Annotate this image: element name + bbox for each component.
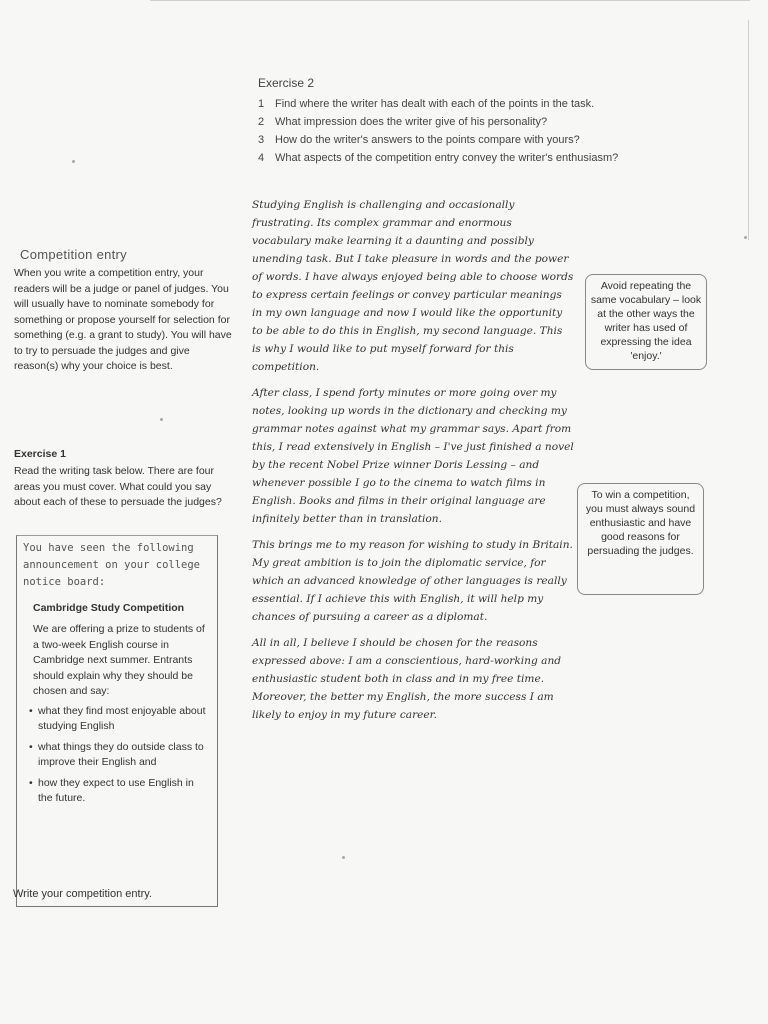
essay-paragraph: After class, I spend forty minutes or more going over my notes, looking up words in the dictionary and checking my grammar notes against what my grammar says. Apart from this, I read extensively in English – I've just finished a novel by the recent Nobel Prize winner Doris Lessing – and whenever possible I go to the cinema to watch films in English. Books and films in their original language are infinitely better than in translation. bbox=[252, 387, 574, 525]
writing-task-box bbox=[13, 535, 218, 907]
competition-entry-body: When you write a competition entry, your readers will be a judge or panel of judges. You will usually have to nominate somebody for something or propose yourself for selection for something (e.g. a grant to study). You will have to try to persuade the judges and give reason(s) why your choice is best. bbox=[14, 267, 232, 372]
exercise-1-title: Exercise 1 bbox=[14, 448, 66, 460]
scan-speck bbox=[72, 160, 75, 163]
essay-paragraph: Studying English is challenging and occasionally frustrating. Its complex grammar and enormous vocabulary make learning it a daunting and possibly unending task. But I take pleasure in words and the power of words. I have always enjoyed being able to choose words to express certain feelings or convey particular meanings in my own language and now I would like the opportunity to be able to do this in English, my second language. This is why I would like to put myself forward for this competition. bbox=[252, 199, 574, 373]
task-instruction: Write your competition entry. bbox=[13, 888, 152, 900]
exercise-2-list bbox=[258, 95, 738, 167]
scan-speck bbox=[160, 418, 163, 421]
notice-body: We are offering a prize to students of a two-week English course in Cambridge next summer. Entrants should explain why they should be chosen and say: bbox=[33, 623, 205, 697]
scan-edge-right bbox=[748, 20, 749, 240]
tip-note-enthusiasm: To win a competition, you must always sound enthusiastic and have good reasons for persuading the judges. bbox=[577, 483, 704, 595]
exercise-1-body: Read the writing task below. There are four areas you must cover. What could you say about each of these to persuade the judges? bbox=[14, 465, 222, 508]
task-bullet: • how they expect to use English in the future. bbox=[29, 776, 194, 804]
exercise-2-item: 1 Find where the writer has dealt with each of the points in the task. bbox=[258, 98, 595, 110]
task-intro: You have seen the following announcement on your college notice board: bbox=[23, 542, 201, 588]
bullet-icon: • bbox=[29, 740, 33, 753]
essay-paragraph: This brings me to my reason for wishing to study in Britain. My great ambition is to join the diplomatic service, for which an advanced knowledge of other languages is really essential. If I achieve this with English, it will help my chances of pursuing a career as a diplomat. bbox=[252, 539, 573, 623]
model-essay bbox=[252, 196, 574, 732]
task-bullet: • what they find most enjoyable about studying English bbox=[29, 704, 206, 732]
bullet-icon: • bbox=[29, 776, 33, 789]
task-bullet: • what things they do outside class to improve their English and bbox=[29, 740, 204, 768]
exercise-2 bbox=[258, 76, 738, 167]
competition-entry-title: Competition entry bbox=[20, 247, 127, 262]
exercise-2-item: 2 What impression does the writer give of his personality? bbox=[258, 116, 548, 128]
scan-edge-top bbox=[150, 0, 750, 1]
essay-paragraph: All in all, I believe I should be chosen for the reasons expressed above: I am a conscientious, hard-working and enthusiastic student both in class and in my free time. Moreover, the better my English, the more success I am likely to enjoy in my future career. bbox=[252, 637, 562, 721]
tip-note-vocabulary: Avoid repeating the same vocabulary – look at the other ways the writer has used of expressing the idea 'enjoy.' bbox=[585, 274, 707, 370]
scan-speck bbox=[342, 856, 345, 859]
exercise-2-item: 3 How do the writer's answers to the points compare with yours? bbox=[258, 134, 580, 146]
notice-title: Cambridge Study Competition bbox=[33, 602, 185, 614]
bullet-icon: • bbox=[29, 704, 33, 717]
exercise-2-item: 4 What aspects of the competition entry convey the writer's enthusiasm? bbox=[258, 152, 619, 164]
exercise-2-heading: Exercise 2 bbox=[258, 76, 315, 90]
task-bullet-list bbox=[23, 704, 209, 806]
scan-speck bbox=[744, 236, 747, 239]
